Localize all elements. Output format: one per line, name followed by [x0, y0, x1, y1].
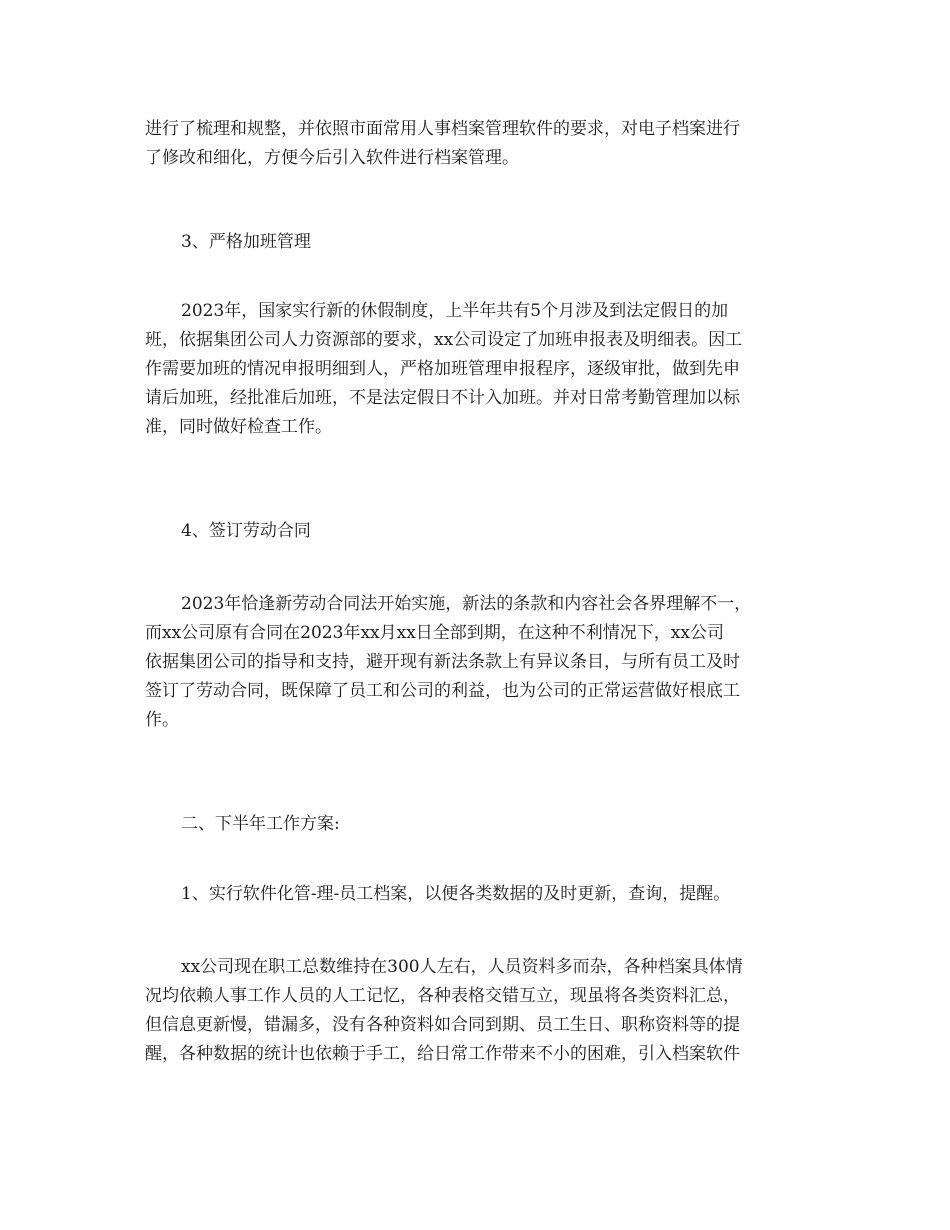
heading-labor-contract: 4、签订劳动合同	[181, 521, 311, 541]
paragraph-overtime-management: 2023年，国家实行新的休假制度，上半年共有5个月涉及到法定假日的加 班，依据集团公司人力资源部的要求，xx公司设定了加班申报表及明细表。因工 作需要加班的情况申报明细到人，严格加班管理申报程序，逐级审批，做到先申 请后加班，经批准后加班，不是法定假日不计入加班。并对日常考勤管理加以标 准，同时做好检查工作。	[145, 301, 743, 437]
heading-second-half-plan: 二、下半年工作方案:	[181, 814, 340, 834]
paragraph-archive-management-continued: 进行了梳理和规整，并依照市面常用人事档案管理软件的要求，对电子档案进行 了修改和细化，方便今后引入软件进行档案管理。	[145, 119, 740, 168]
heading-software-archives: 1、实行软件化管-理-员工档案，以便各类数据的及时更新，查询，提醒。	[181, 884, 731, 904]
heading-overtime-management: 3、严格加班管理	[181, 232, 311, 252]
paragraph-software-archives: xx公司现在职工总数维持在300人左右，人员资料多而杂，各种档案具体情 况均依赖人事工作人员的人工记忆，各种表格交错互立，现虽将各类资料汇总， 但信息更新慢，错漏多，没有各种资料如合同到期、员工生日、职称资料等的提 醒，各种数据的统计也依赖于手工，给日常工作带来不小的困难，引入档案软件	[145, 957, 743, 1064]
paragraph-labor-contract: 2023年恰逢新劳动合同法开始实施，新法的条款和内容社会各界理解不一， 而xx公司原有合同在2023年xx月xx日全部到期，在这种不利情况下，xx公司 依据集团公司的指导和支持，避开现有新法条款上有异议条目，与所有员工及时 签订了劳动合同，既保障了员工和公司的利益，也为公司的正常运营做好根底工 作。	[145, 594, 752, 730]
